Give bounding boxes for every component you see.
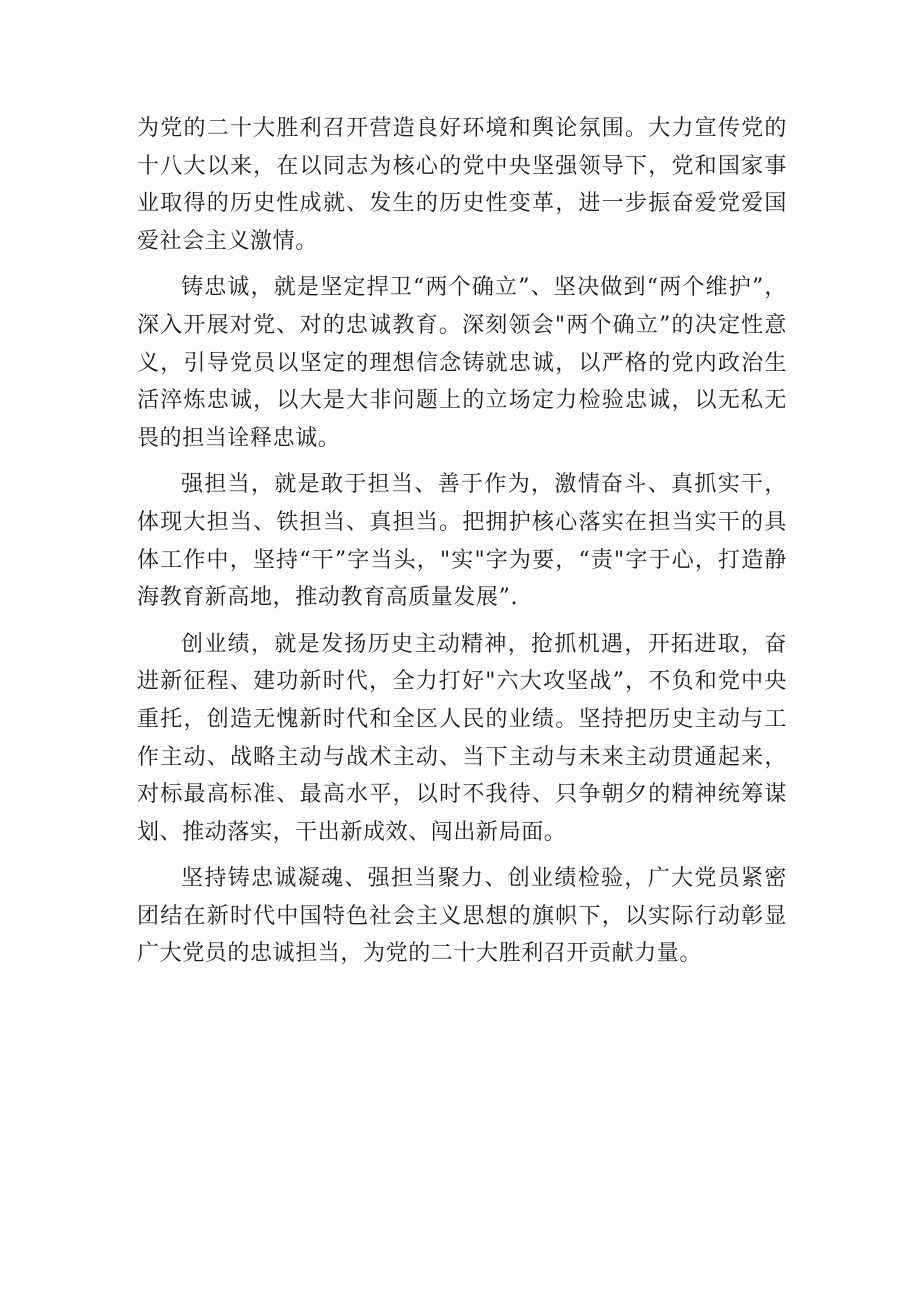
paragraph-responsibility: 强担当，就是敢于担当、善于作为，激情奋斗、真抓实干，体现大担当、铁担当、真担当。把拥护核心落实在担当实干的具体工作中，坚持“干”字当头，"实"字为要，“责"字于心，打造静海教育新高地，推动教育高质量发展”. <box>137 472 787 611</box>
paragraph-achievement: 创业绩，就是发扬历史主动精神，抢抓机遇，开拓进取，奋进新征程、建功新时代，全力打好"六大攻坚战”，不负和党中央重托，创造无愧新时代和全区人民的业绩。坚持把历史主动与工作主动、战略主动与战术主动、当下主动与未来主动贯通起来，对标最高标准、最高水平，以时不我待、只争朝夕的精神统筹谋划、推动落实，干出新成效、闯出新局面。 <box>137 631 787 845</box>
paragraph-conclusion: 坚持铸忠诚凝魂、强担当聚力、创业绩检验，广大党员紧密团结在新时代中国特色社会主义思想的旗帜下，以实际行动彰显广大党员的忠诚担当，为党的二十大胜利召开贡献力量。 <box>137 866 787 967</box>
paragraph-loyalty: 铸忠诚，就是坚定捍卫“两个确立”、坚决做到“两个维护”，深入开展对党、对的忠诚教育。深刻领会"两个确立”的决定性意义，引导党员以坚定的理想信念铸就忠诚，以严格的党内政治生活淬炼忠诚，以大是大非问题上的立场定力检验忠诚，以无私无畏的担当诠释忠诚。 <box>137 275 787 451</box>
document-body <box>137 110 787 982</box>
paragraph-continuation: 为党的二十大胜利召开营造良好环境和舆论氛围。大力宣传党的十八大以来，在以同志为核心的党中央坚强领导下，党和国家事业取得的历史性成就、发生的历史性变革，进一步振奋爱党爱国爱社会主义激情。 <box>137 116 787 254</box>
